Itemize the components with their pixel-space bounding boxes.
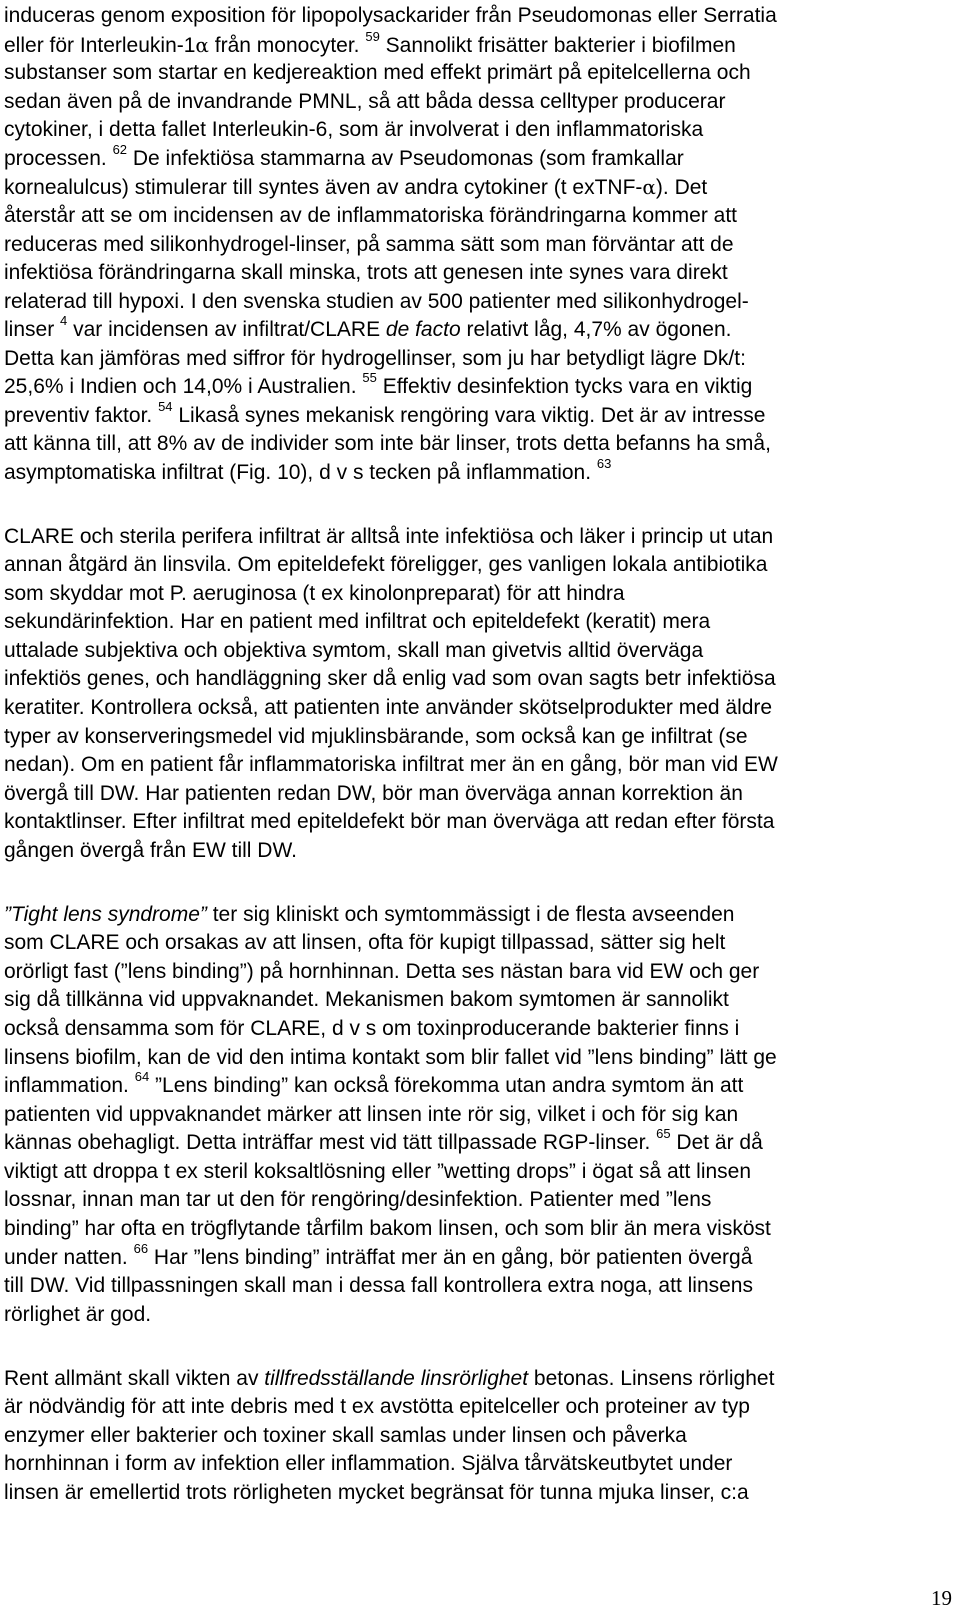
text-line	[4, 1158, 751, 1186]
text-line	[4, 345, 746, 373]
text-segment: från monocyter.	[208, 34, 366, 57]
text-line	[4, 637, 703, 665]
text-line	[4, 173, 707, 201]
text-segment: återstår att se om incidensen av de inflammatoriska förändringarna kommer att	[4, 204, 738, 227]
text-segment: viktigt att droppa t ex steril koksaltlösning eller ”wetting drops” i ögat så att linsen	[4, 1160, 752, 1183]
text-segment: kännas obehagligt. Detta inträffar mest vid tätt tillpassade RGP-linser.	[4, 1131, 657, 1154]
text-segment: infektiösa förändringarna skall minska, trots att genesen inte synes vara direkt	[4, 261, 728, 284]
text-line	[4, 551, 767, 579]
text-segment: patienten vid uppvaknandet märker att linsen inte rör sig, vilket i och för sig kan	[4, 1103, 739, 1126]
text-segment: kontaktlinser. Efter infiltrat med epiteldefekt bör man överväga att redan efter första	[4, 810, 775, 833]
text-segment: Har ”lens binding” inträffat mer än en gång, bör patienten övergå	[148, 1246, 753, 1269]
text-segment: asymptomatiska infiltrat (Fig. 10), d v s tecken på inflammation.	[4, 461, 597, 484]
text-line	[4, 259, 728, 287]
text-segment: sekundärinfektion. Har en patient med infiltrat och epiteldefekt (keratit) mera	[4, 610, 711, 633]
text-line	[4, 116, 703, 144]
text-segment: infektiös genes, och handläggning sker då enlig vad som ovan sagts betr infektiösa	[4, 667, 776, 690]
text-line	[4, 59, 751, 87]
text-line	[4, 370, 753, 401]
text-line	[4, 313, 732, 344]
text-line	[4, 1479, 749, 1507]
text-segment: till DW. Vid tillpassningen skall man i dessa fall kontrollera extra noga, att linsens	[4, 1274, 753, 1297]
text-line	[4, 88, 725, 116]
text-line	[4, 523, 773, 551]
text-segment: sig då tillkänna vid uppvaknandet. Mekanismen bakom symtomen är sannolikt	[4, 988, 729, 1011]
text-segment: Det är då	[670, 1131, 763, 1154]
text-segment: också densamma som för CLARE, d v s om toxinproducerande bakterier finns i	[4, 1017, 740, 1040]
text-segment: hornhinnan i form av infektion eller inflammation. Själva tårvätskeutbytet under	[4, 1452, 733, 1475]
text-line	[4, 1126, 763, 1157]
reference-number: 63	[596, 456, 612, 471]
text-line	[4, 1044, 777, 1072]
text-segment: ). Det	[655, 176, 708, 199]
text-segment: sedan även på de invandrande PMNL, så att båda dessa celltyper producerar	[4, 90, 726, 113]
text-line	[4, 2, 777, 30]
italic-text: de facto	[385, 318, 461, 341]
text-line	[4, 665, 776, 693]
text-segment: Rent allmänt skall vikten av	[4, 1367, 265, 1390]
page-number: 19	[931, 1586, 952, 1610]
text-line	[4, 1301, 151, 1329]
text-line	[4, 202, 737, 230]
text-line	[4, 1365, 774, 1393]
reference-number: 64	[134, 1069, 150, 1084]
text-line	[4, 1069, 744, 1100]
text-line	[4, 694, 772, 722]
text-line	[4, 751, 778, 779]
text-segment: orörligt fast (”lens binding”) på hornhinnan. Detta ses nästan bara vid EW och ger	[4, 960, 760, 983]
reference-number: 55	[362, 370, 377, 385]
text-segment: relaterad till hypoxi. I den svenska studien av 500 patienter med silikonhydrogel-	[4, 290, 749, 313]
text-segment: gången övergå från EW till DW.	[4, 839, 297, 862]
text-segment: linsens biofilm, kan de vid den intima kontakt som blir fallet vid ”lens binding” lätt ge	[4, 1046, 777, 1069]
text-segment: relativt låg, 4,7% av ögonen.	[460, 318, 732, 341]
text-segment: eller för Interleukin-1	[4, 34, 196, 57]
text-segment: induceras genom exposition för lipopolysackarider från Pseudomonas eller Serratia	[4, 4, 777, 27]
reference-number: 54	[158, 399, 173, 414]
text-segment: enzymer eller bakterier och toxiner skall samlas under linsen och påverka	[4, 1424, 687, 1447]
text-segment: rörlighet är god.	[4, 1303, 152, 1326]
reference-number: 65	[656, 1126, 671, 1141]
text-segment: Likaså synes mekanisk rengöring vara viktig. Det är av intresse	[172, 404, 766, 427]
text-line	[4, 288, 749, 316]
text-segment: binding” har ofta en trögflytande tårfilm bakom linsen, och som blir än mera visköst	[4, 1217, 771, 1240]
text-segment: som skyddar mot P. aeruginosa (t ex kinolonpreparat) för att hindra	[4, 582, 625, 605]
text-segment: övergå till DW. Har patienten redan DW, bör man överväga annan korrektion än	[4, 782, 743, 805]
text-line	[4, 608, 710, 636]
text-line	[4, 723, 748, 751]
reference-number: 4	[60, 313, 68, 328]
italic-text: ”Tight lens syndrome”	[4, 903, 207, 926]
text-line	[4, 580, 625, 608]
italic-text: tillfredsställande linsrörlighet	[264, 1367, 529, 1390]
text-line	[4, 142, 684, 173]
text-segment: är nödvändig för att inte debris med t ex avstötta epitelceller och proteiner av typ	[4, 1395, 750, 1418]
text-line	[4, 1422, 687, 1450]
text-line	[4, 1015, 739, 1043]
text-line	[4, 1241, 753, 1272]
text-segment: linser	[4, 318, 61, 341]
text-line	[4, 1186, 711, 1214]
text-segment: ”Lens binding” kan också förekomma utan andra symtom än att	[149, 1074, 744, 1097]
text-segment: ter sig kliniskt och symtommässigt i de flesta avseenden	[206, 903, 735, 926]
text-segment: preventiv faktor.	[4, 404, 159, 427]
text-segment: nedan). Om en patient får inflammatoriska infiltrat mer än en gång, bör man vid EW	[4, 753, 778, 776]
reference-number: 62	[112, 142, 128, 157]
text-segment: uttalade subjektiva och objektiva symtom, skall man givetvis alltid överväga	[4, 639, 704, 662]
greek-symbol: α	[195, 33, 209, 57]
text-line	[4, 986, 729, 1014]
text-line	[4, 430, 771, 458]
reference-number: 66	[133, 1241, 149, 1256]
text-segment: lossnar, innan man tar ut den för rengöring/desinfektion. Patienter med ”lens	[4, 1188, 712, 1211]
text-line	[4, 1272, 753, 1300]
text-segment: Detta kan jämföras med siffror för hydrogellinser, som ju har betydligt lägre Dk/t:	[4, 347, 746, 370]
text-line	[4, 1393, 750, 1421]
text-segment: keratiter. Kontrollera också, att patienten inte använder skötselprodukter med äldre	[4, 696, 773, 719]
text-line	[4, 231, 734, 259]
text-segment: under natten.	[4, 1246, 134, 1269]
greek-symbol: α	[642, 175, 656, 199]
text-line	[4, 780, 743, 808]
text-segment: att känna till, att 8% av de individer som inte bär linser, trots detta befanns ha små,	[4, 432, 771, 455]
text-line	[4, 929, 725, 957]
text-line	[4, 456, 612, 487]
text-line	[4, 958, 759, 986]
text-segment: Effektiv desinfektion tycks vara en viktig	[376, 375, 753, 398]
text-segment: cytokiner, i detta fallet Interleukin-6, som är involverat i den inflammatoriska	[4, 118, 704, 141]
text-line	[4, 837, 297, 865]
text-segment: betonas. Linsens rörlighet	[528, 1367, 775, 1390]
text-segment: kornealulcus) stimulerar till syntes även av andra cytokiner (t exTNF-	[4, 176, 643, 199]
text-segment: linsen är emellertid trots rörligheten mycket begränsat för tunna mjuka linser, c:a	[4, 1481, 749, 1504]
text-segment: som CLARE och orsakas av att linsen, ofta för kupigt tillpassad, sätter sig helt	[4, 931, 726, 954]
text-segment: var incidensen av infiltrat/CLARE	[67, 318, 386, 341]
text-segment: reduceras med silikonhydrogel-linser, på samma sätt som man förväntar att de	[4, 233, 734, 256]
text-segment: substanser som startar en kedjereaktion med effekt primärt på epitelcellerna och	[4, 61, 751, 84]
text-segment: CLARE och sterila perifera infiltrat är alltså inte infektiösa och läker i princip ut utan	[4, 525, 774, 548]
reference-number: 59	[365, 29, 380, 44]
text-segment: Sannolikt frisätter bakterier i biofilmen	[379, 34, 736, 57]
text-segment: inflammation.	[4, 1074, 135, 1097]
text-line	[4, 399, 766, 430]
text-line	[4, 901, 734, 929]
text-line	[4, 808, 774, 836]
text-segment: annan åtgärd än linsvila. Om epiteldefekt föreligger, ges vanligen lokala antibiotika	[4, 553, 768, 576]
text-segment: 25,6% i Indien och 14,0% i Australien.	[4, 375, 363, 398]
text-segment: typer av konserveringsmedel vid mjuklinsbärande, som också kan ge infiltrat (se	[4, 725, 748, 748]
text-line	[4, 1215, 771, 1243]
text-segment: processen.	[4, 147, 113, 170]
text-line	[4, 31, 736, 59]
text-line	[4, 1450, 732, 1478]
text-line	[4, 1101, 738, 1129]
text-segment: De infektiösa stammarna av Pseudomonas (som framkallar	[127, 147, 684, 170]
